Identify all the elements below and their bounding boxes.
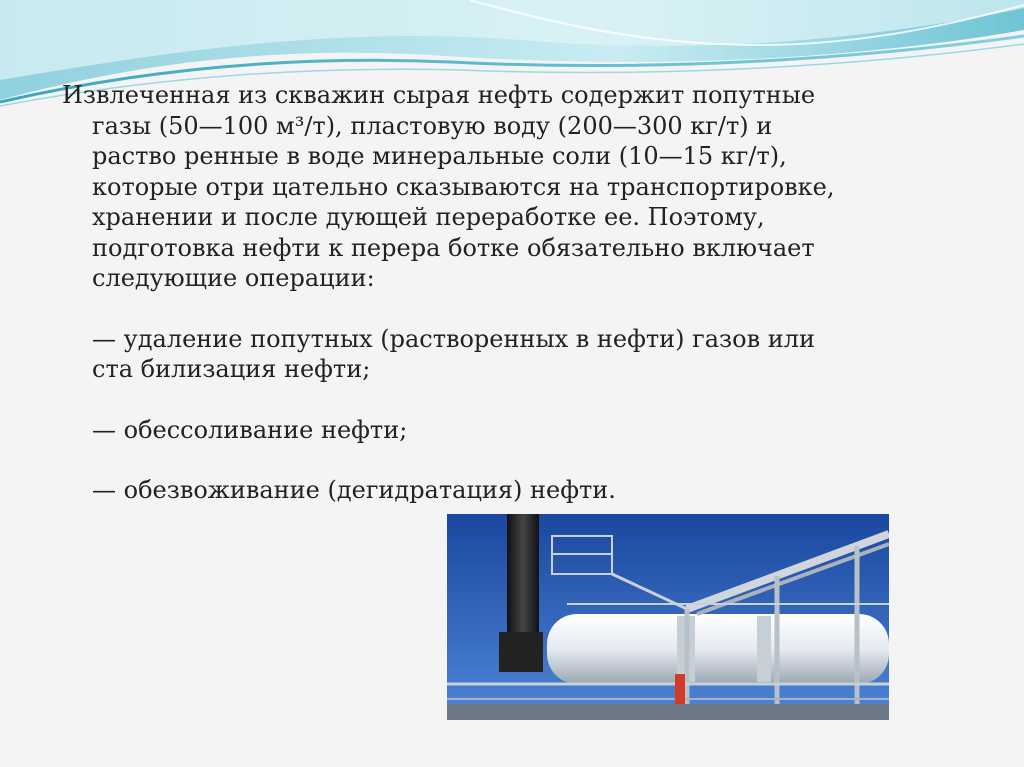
operation-item-1: — удаление попутных (растворенных в нефти) газов или ста билизация нефти;: [92, 324, 815, 383]
intro-paragraph: Извлеченная из скважин сырая нефть содержит попутные газы (50—100 м³/т), пластовую воду (200—300 кг/т) и раство ренные в воде минеральные соли (10—15 кг/т), которые отри цательно сказываются на транспортировке, хранении и после дующей переработке ее. Поэтому, подготовка нефти к перера ботке обязательно включает следующие операции:: [62, 81, 835, 292]
operation-item-3: — обезвоживание (дегидратация) нефти.: [92, 476, 616, 504]
operation-item-2: — обессоливание нефти;: [92, 415, 408, 444]
oil-processing-plant-photo: [447, 514, 889, 720]
slide-body: [62, 80, 862, 506]
